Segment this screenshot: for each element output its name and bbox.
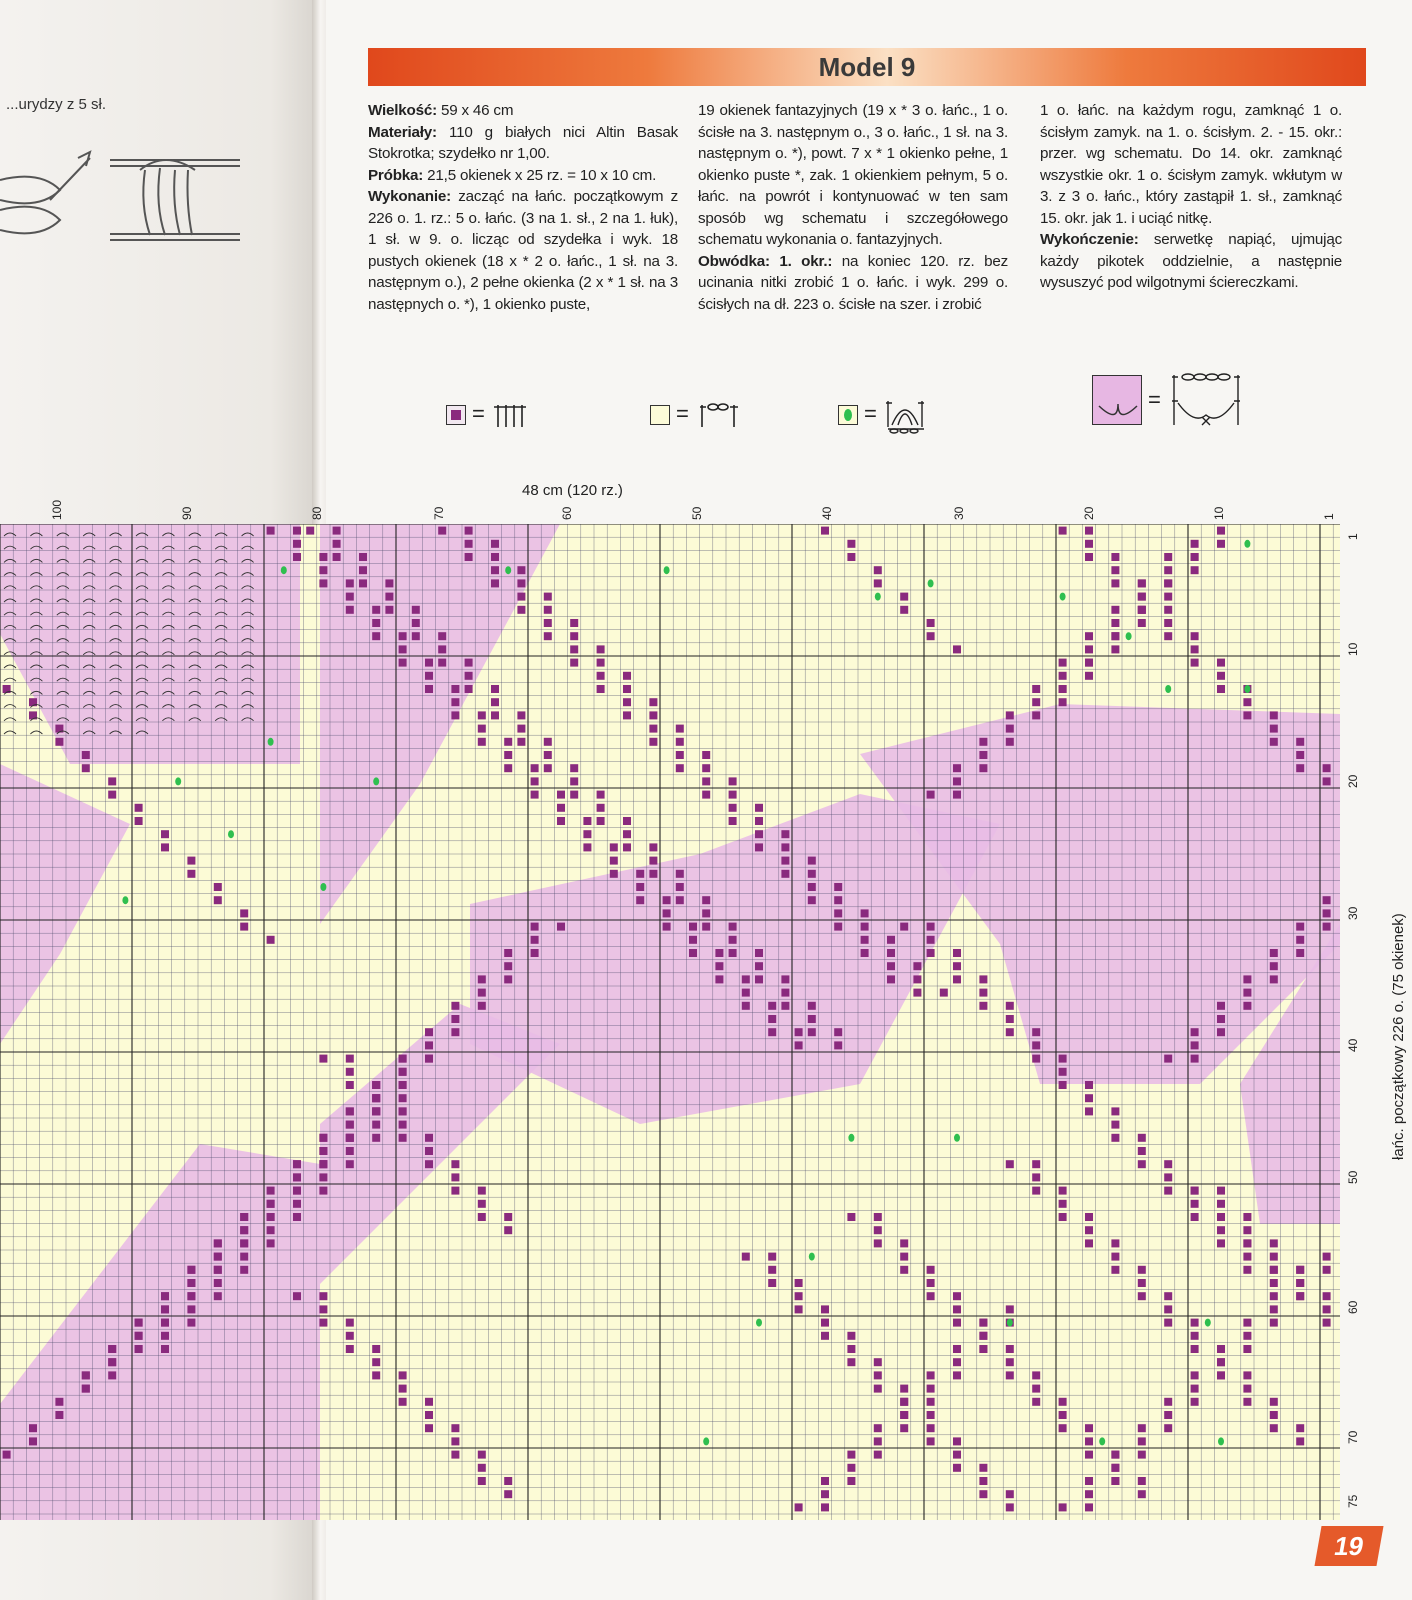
instruction-label: Wykończenie:	[1040, 231, 1139, 248]
fancy-mesh-dot	[373, 777, 379, 785]
row-number: 50	[1346, 1170, 1360, 1184]
fancy-mesh-dot	[848, 1134, 854, 1142]
fancy-mesh-dot	[175, 777, 181, 785]
fancy-mesh-dot	[320, 883, 326, 891]
chart-width-label: 48 cm (120 rz.)	[522, 482, 623, 499]
stitch-illustration	[0, 140, 250, 260]
picot-stitch-icon	[1168, 371, 1244, 429]
fancy-mesh-dot	[1007, 1319, 1013, 1327]
fancy-square-icon	[838, 405, 858, 425]
column-number: 100	[50, 499, 64, 520]
four-double-crochet-icon	[492, 403, 532, 429]
crochet-chart	[0, 524, 1340, 1520]
instruction-label: Materiały:	[368, 123, 437, 141]
filled-square-icon	[446, 405, 466, 425]
row-number: 10	[1346, 642, 1360, 656]
instruction-text: 19 okienek fantazyjnych (19 x * 3 o. łańc., 1 o. ścisłe na 3. następnym o., 3 o. łańc., 1 sł. na 3. następnym o. *), powt. 7 x * 1 okienko pełne, 1 okienko puste *, zak. 1 okienkiem pełnym, 5 o. łańc. na powrót i kontynuować w ten sam sposób wg schematu i szczegółowego schematu wykonania o. fantazyjnych.	[698, 102, 1008, 248]
column-number: 10	[1212, 506, 1226, 520]
fancy-mesh-dot	[1060, 593, 1066, 601]
instruction-label: Obwódka: 1. okr.:	[698, 252, 833, 270]
fancy-mesh-dot	[954, 1134, 960, 1142]
chart-height-label: łańc. początkowy 226 o. (75 okienek)	[1390, 913, 1407, 1160]
instruction-text: zacząć na łańc. początkowym z 226 o. 1. rz.: 5 o. łańc. (3 na 1. sł., 2 na 1. łuk), 1 sł. w 9. o. licząc od szydełka i wyk. 18 pustych okienek (18 x * 2 o. łańc., 1 sł. na 3. następnym o.), 2 pełne okienka (2 x * 1 sł. na 3 następnych o. *), 1 okienko puste,	[368, 188, 678, 313]
page-number: 19	[1314, 1526, 1383, 1566]
column-number: 70	[432, 506, 446, 520]
instruction-label: Wykonanie:	[368, 188, 451, 205]
fancy-mesh-dot	[756, 1319, 762, 1327]
instruction-text: 21,5 okienek x 25 rz. = 10 x 10 cm.	[423, 166, 657, 184]
fancy-mesh-dot	[281, 566, 287, 574]
fancy-mesh-dot	[228, 830, 234, 838]
fancy-mesh-dot	[505, 566, 511, 574]
column-number: 30	[952, 506, 966, 520]
fancy-mesh-dot	[875, 593, 881, 601]
fancy-stitch-icon	[884, 395, 928, 435]
fancy-mesh-dot	[1244, 685, 1250, 693]
empty-square-icon	[650, 405, 670, 425]
row-number: 1	[1346, 533, 1360, 540]
instruction-label: Wielkość:	[368, 102, 437, 119]
fancy-mesh-dot	[703, 1437, 709, 1445]
picot-square-icon	[1092, 375, 1142, 425]
instruction-text: na koniec 120. rz. bez ucinania nitki zrobić 1 o. łańc. i wyk. 299 o. ścisłych na dł. 223 o. ścisłe na szer. i zrobić	[698, 252, 1008, 313]
fancy-mesh-dot	[1165, 685, 1171, 693]
column-number: 60	[560, 506, 574, 520]
row-number: 30	[1346, 906, 1360, 920]
fancy-mesh-dot	[928, 579, 934, 587]
column-number: 90	[180, 506, 194, 520]
fancy-mesh-dot	[664, 566, 670, 574]
fancy-mesh-dot	[1126, 632, 1132, 640]
instructions-column-2	[698, 100, 1008, 315]
fancy-mesh-dot	[122, 896, 128, 904]
instruction-text: serwetkę napiąć, ujmując każdy pikotek oddzielnie, a następnie wysuszyć pod wilgotnymi ściereczkami.	[1040, 231, 1342, 291]
column-number: 40	[820, 506, 834, 520]
column-number: 50	[690, 506, 704, 520]
previous-page-note: ...urydzy z 5 sł.	[6, 96, 107, 113]
instruction-text: 110 g białych nici Altin Basak Stokrotka; szydełko nr 1,00.	[368, 123, 678, 162]
fancy-mesh-dot	[1244, 540, 1250, 548]
instruction-text: 59 x 46 cm	[436, 102, 514, 119]
instructions-column-1	[368, 100, 678, 315]
fancy-mesh-dot	[809, 1253, 815, 1261]
instructions-column-3	[1040, 100, 1342, 294]
column-number: 1	[1322, 513, 1336, 520]
fancy-mesh-dot	[1099, 1437, 1105, 1445]
column-number: 20	[1082, 506, 1096, 520]
chain-mesh-icon	[696, 401, 744, 429]
fancy-mesh-dot	[268, 738, 274, 746]
row-number: 20	[1346, 774, 1360, 788]
page-title: Model 9	[818, 52, 916, 82]
fancy-mesh-dot	[1218, 1437, 1224, 1445]
row-number: 60	[1346, 1300, 1360, 1314]
fancy-mesh-dot	[1205, 1319, 1211, 1327]
row-number: 40	[1346, 1038, 1360, 1052]
title-bar	[368, 48, 1366, 86]
row-number: 70	[1346, 1430, 1360, 1444]
column-number: 80	[310, 506, 324, 520]
instruction-text: 1 o. łańc. na każdym rogu, zamknąć 1 o. ścisłym zamyk. na 1. o. ścisłym. 2. - 15. okr.: przer. wg schematu. Do 14. okr. zamknąć wszystkie okr. 1 o. ścisłym zamyk. wkłutym w 3. z 3 o. łańc., który zastąpił 1. sł., zamknąć 15. okr. jak 1. i uciąć nitkę.	[1040, 102, 1342, 227]
instruction-label: Próbka:	[368, 166, 424, 184]
row-number: 75	[1346, 1494, 1360, 1508]
